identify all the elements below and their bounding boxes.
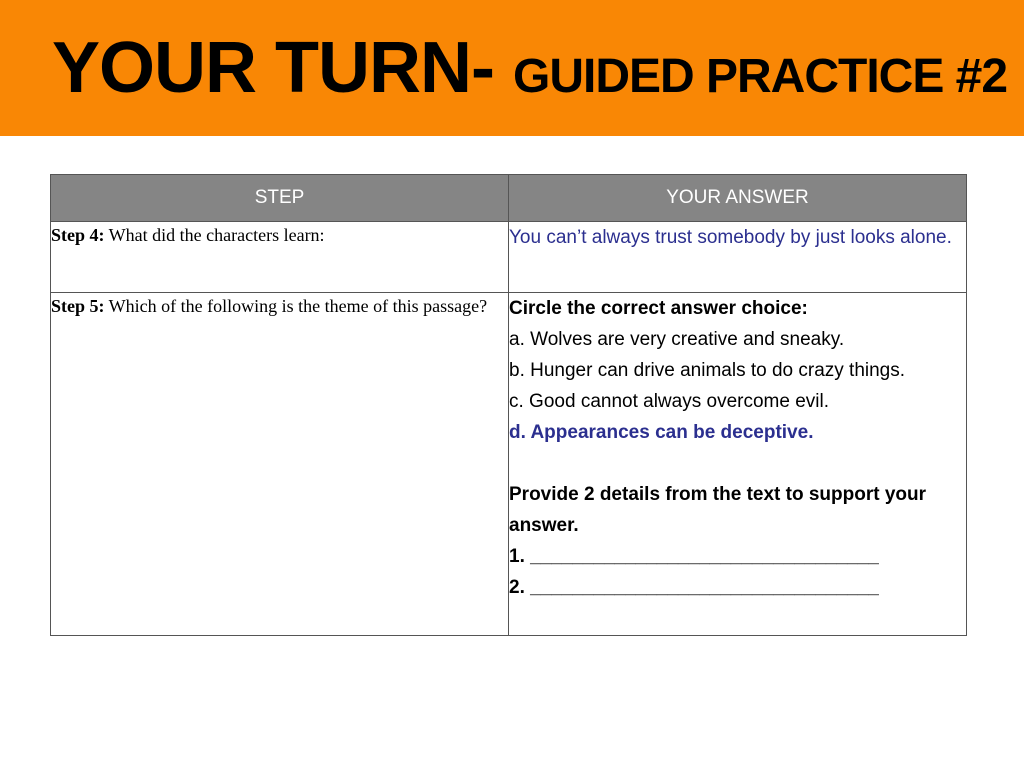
spacer bbox=[509, 448, 966, 479]
detail-blank-1[interactable]: 1. _________________________________ bbox=[509, 546, 879, 567]
step-4-question: What did the characters learn: bbox=[104, 225, 325, 245]
title-sub: GUIDED PRACTICE #2 bbox=[512, 50, 1008, 103]
choice-a[interactable]: a. Wolves are very creative and sneaky. bbox=[509, 329, 845, 350]
header-your-answer: YOUR ANSWER bbox=[509, 175, 967, 222]
step-5-cell bbox=[51, 293, 509, 636]
title-main: YOUR TURN- bbox=[52, 28, 513, 108]
table-row-step-5 bbox=[51, 293, 967, 636]
step-5-question: Which of the following is the theme of this passage? bbox=[104, 296, 488, 316]
header-step: STEP bbox=[51, 175, 509, 222]
title-banner bbox=[0, 0, 1024, 136]
step-4-label: Step 4: bbox=[51, 225, 105, 245]
step-5-label: Step 5: bbox=[51, 296, 105, 316]
circle-prompt: Circle the correct answer choice: bbox=[509, 298, 808, 319]
choice-c[interactable]: c. Good cannot always overcome evil. bbox=[509, 391, 829, 412]
step-4-cell bbox=[51, 222, 509, 293]
step-5-answer bbox=[509, 293, 967, 636]
details-prompt: Provide 2 details from the text to support your answer. bbox=[509, 484, 927, 536]
choice-b[interactable]: b. Hunger can drive animals to do crazy things. bbox=[509, 360, 906, 381]
steps-table bbox=[50, 174, 967, 636]
detail-blank-2[interactable]: 2. _________________________________ bbox=[509, 577, 879, 598]
table-row-step-4 bbox=[51, 222, 967, 293]
choice-d[interactable]: d. Appearances can be deceptive. bbox=[509, 422, 814, 443]
page-title bbox=[52, 28, 1008, 108]
step-4-answer: You can’t always trust somebody by just looks alone. bbox=[509, 222, 967, 293]
table-header-row bbox=[51, 175, 967, 222]
